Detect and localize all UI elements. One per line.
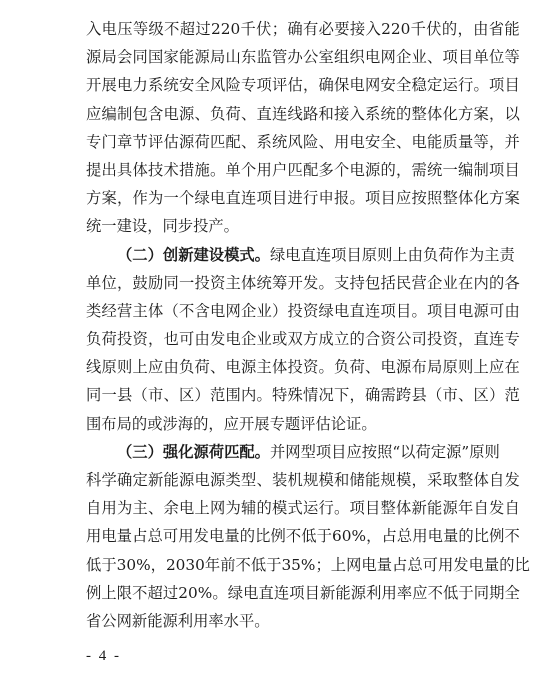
text-line: 低 于 30% ， 2030 年 前 不 低 于 35% ； 上 网 电 量 占 总 可 用 发 电 量 的 比 xyxy=(86,555,530,574)
text-line: 负 荷 投 资 ， 也 可 由 发 电 企 业 或 双 方 成 立 的 合 资 公 司 投 资 ， 直 连 专 xyxy=(86,330,520,349)
text-line: 例 上 限 不 超 过 20% 。 绿 电 直 连 项 目 新 能 源 利 用 率 应 不 低 于 同 期 全 xyxy=(86,583,520,602)
text-line: 单 位 ， 鼓 励 同 一 投 资 主 体 统 筹 开 发 。 支 持 包 括 民 营 企 业 在 内 的 各 xyxy=(86,273,520,292)
text-line: 应 编 制 包 含 电 源 、 负 荷 、 直 连 线 路 和 接 入 系 统 的 整 体 化 方 案 ， 以 xyxy=(86,104,520,123)
text-line: 方 案 ， 作 为 一 个 绿 电 直 连 项 目 进 行 申 报 。 项 目 应 按 照 整 体 化 方 案 xyxy=(86,189,520,208)
text-line: 入 电 压 等 级 不 超 过 220 千 伏 ； 确 有 必 要 接 入 220 千 伏 的 ， 由 省 能 xyxy=(86,20,520,38)
text-line: 同 一 县 （ 市 、 区 ） 范 围 内 。 特 殊 情 况 下 ， 确 需 跨 县 （ 市 、 区 ） 范 xyxy=(86,386,520,405)
text-line: 用 电 量 占 总 可 用 发 电 量 的 比 例 不 低 于 60% ， 占 总 用 电 量 的 比 例 不 xyxy=(86,527,520,546)
section-3-text: 并网型项目应按照“以荷定源”原则 xyxy=(269,442,500,461)
text-line: 开 展 电 力 系 统 安 全 风 险 专 项 评 估 ， 确 保 电 网 安 全 稳 定 运 行 。 项 目 xyxy=(86,76,520,95)
text-line: 线 原 则 上 应 由 负 荷 、 电 源 主 体 投 资 。 负 荷 、 电 源 布 局 原 则 上 应 在 xyxy=(86,358,520,377)
body-text xyxy=(86,15,530,635)
text-line: 科 学 确 定 新 能 源 电 源 类 型 、 装 机 规 模 和 储 能 规 模 ， 采 取 整 体 自 发 xyxy=(86,471,520,489)
text-line: 自 用 为 主 、 余 电 上 网 为 辅 的 模 式 运 行 。 项 目 整 体 新 能 源 年 自 发 自 xyxy=(86,499,520,518)
section-2-heading: （二）创新建设模式。 xyxy=(117,245,270,264)
section-2-text: 绿电直连项目原则上由负荷作为主责 xyxy=(269,245,515,264)
section-2-first-line xyxy=(86,241,520,269)
text-line: 提 出 具 体 技 术 措 施 。 单 个 用 户 匹 配 多 个 电 源 的 ， 需 统 一 编 制 项 目 xyxy=(86,160,520,179)
text-line: 省公网新能源利用率水平。 xyxy=(86,611,270,630)
text-line: 围布局的或涉海的，应开展专题评估论证。 xyxy=(86,414,377,433)
page-number: - 4 - xyxy=(86,648,121,664)
text-line: 统一建设，同步投产。 xyxy=(86,217,239,236)
text-line: 源 局 会 同 国 家 能 源 局 山 东 监 管 办 公 室 组 织 电 网 企 业 、 项 目 单 位 等 xyxy=(86,48,520,67)
text-line: 类 经 营 主 体 （ 不 含 电 网 企 业 ） 投 资 绿 电 直 连 项 目 。 项 目 电 源 可 由 xyxy=(86,301,520,320)
section-3-first-line xyxy=(86,438,520,466)
section-3-heading: （三）强化源荷匹配。 xyxy=(117,442,270,461)
text-line: 专 门 章 节 评 估 源 荷 匹 配 、 系 统 风 险 、 用 电 安 全 、 电 能 质 量 等 ， 并 xyxy=(86,132,520,151)
